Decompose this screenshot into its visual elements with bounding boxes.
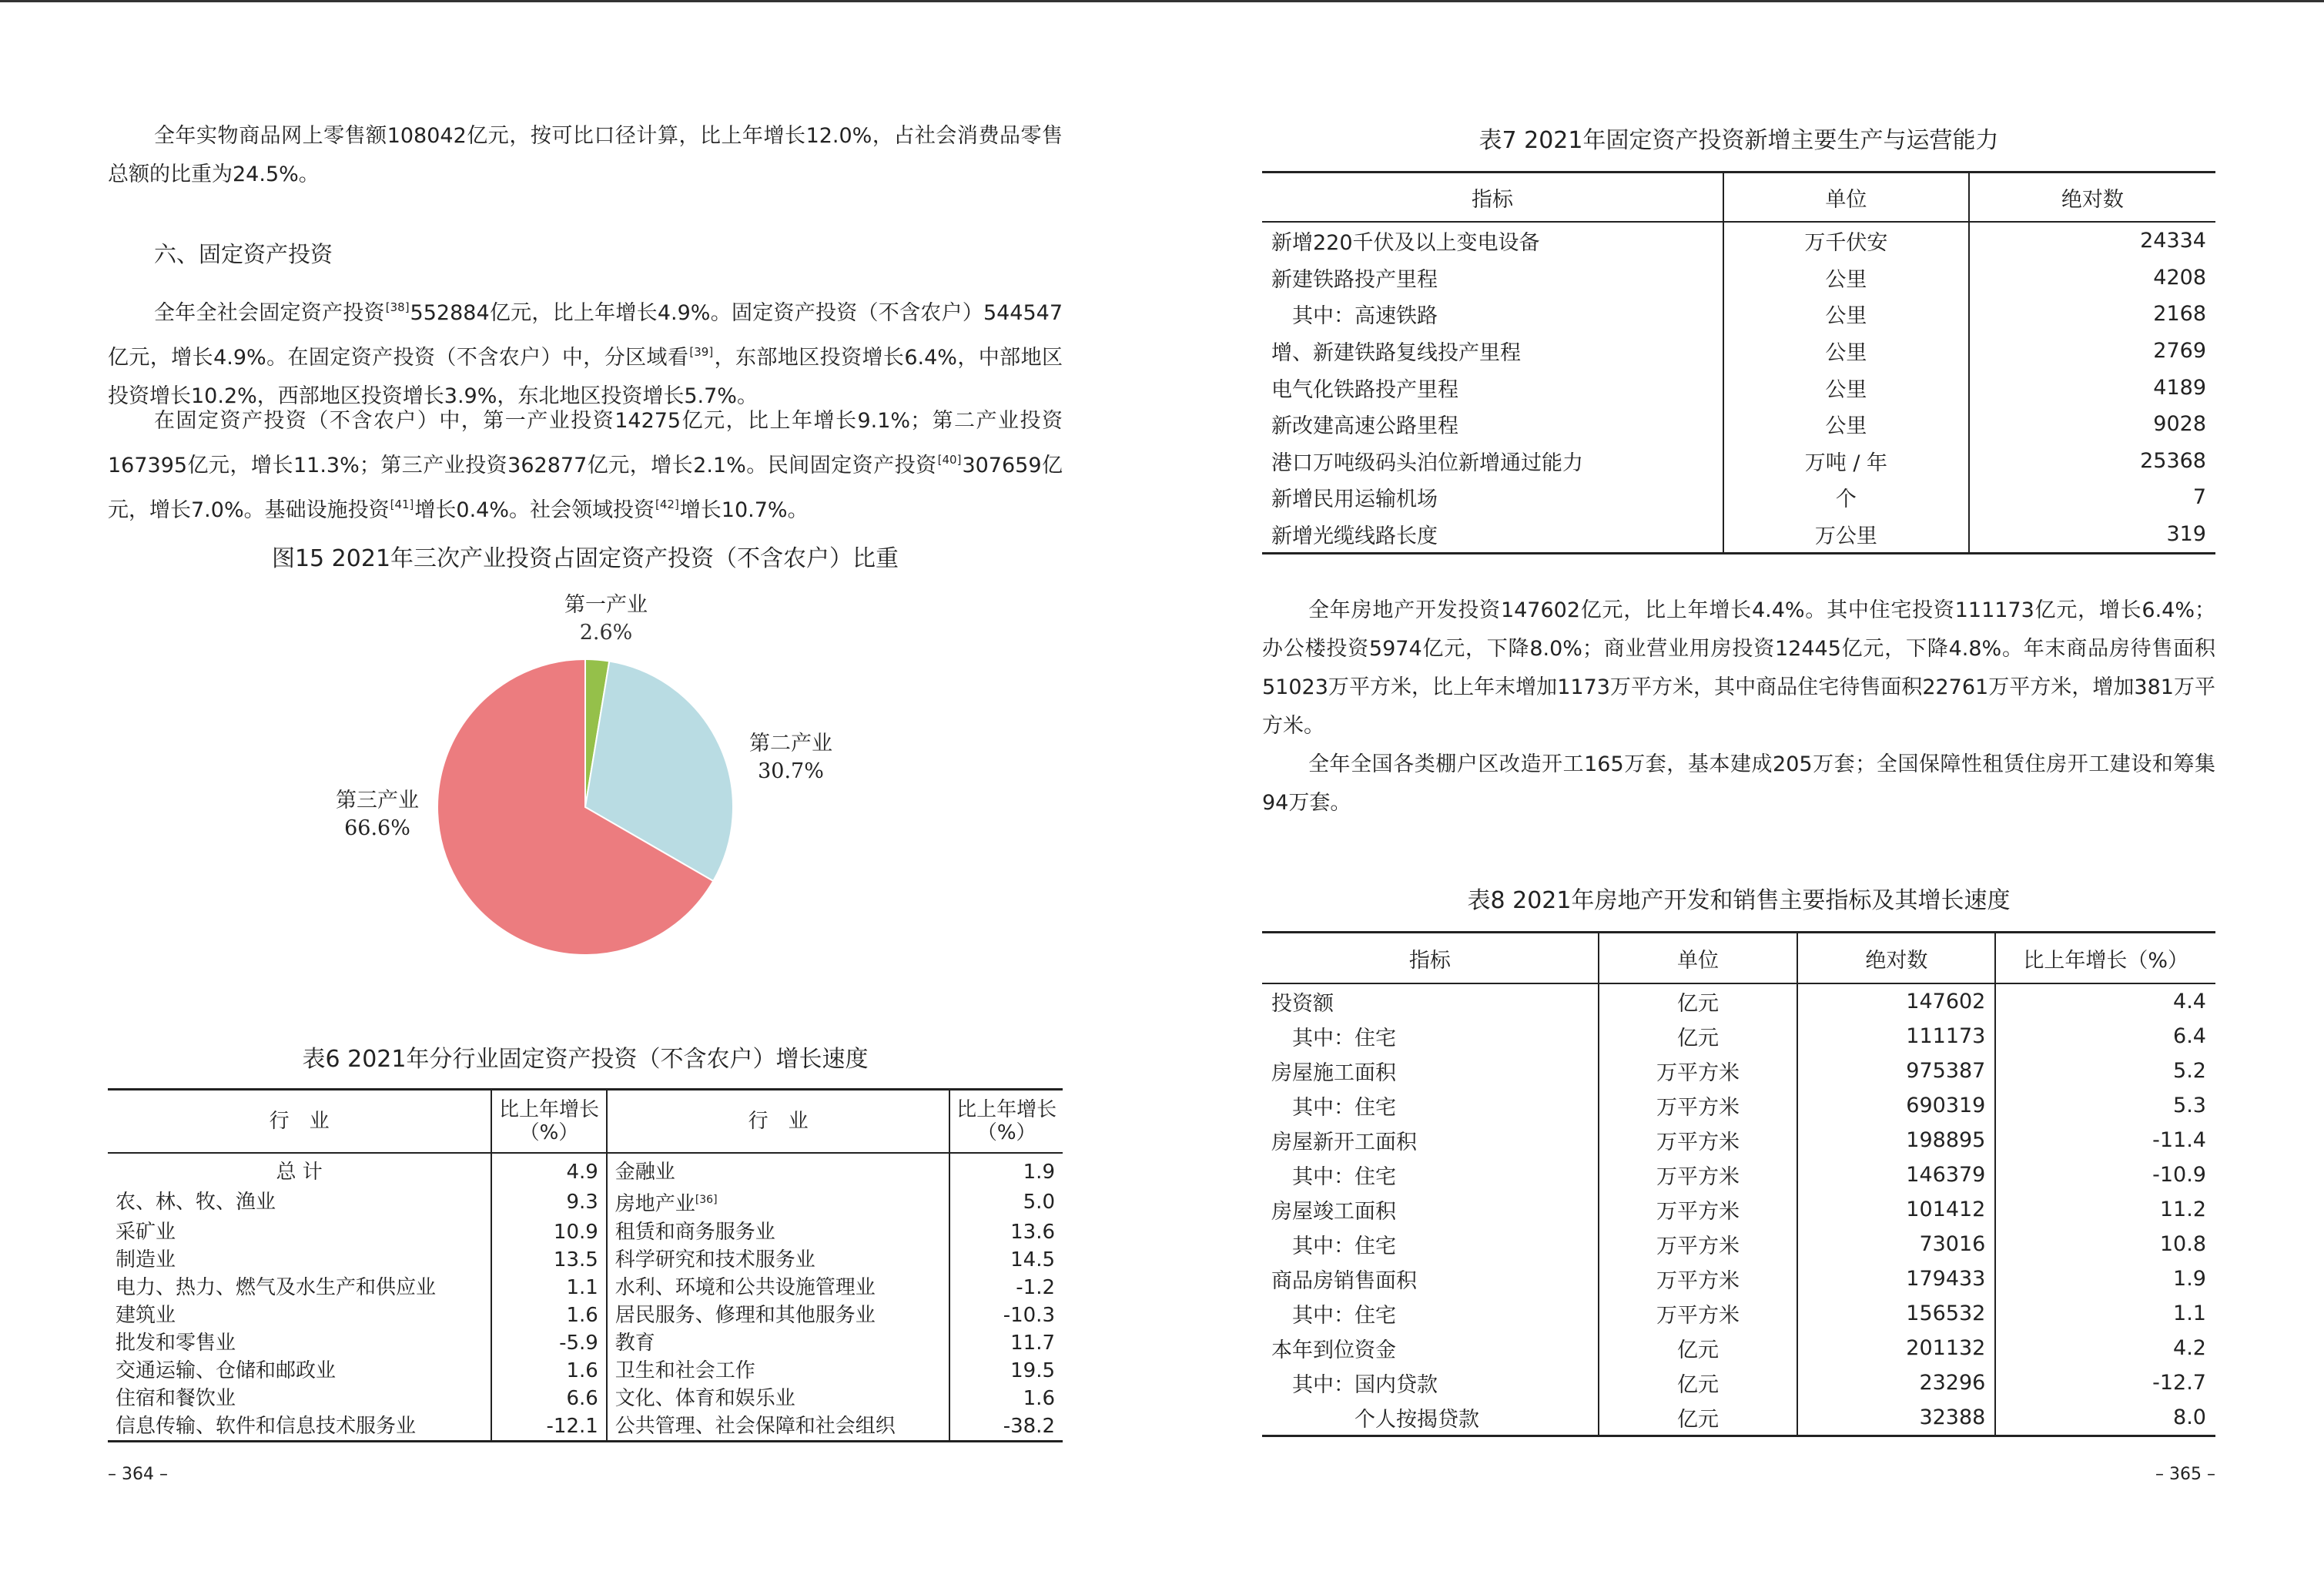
unit-cell: 公里: [1723, 260, 1969, 296]
growth-cell: 13.6: [1010, 1220, 1055, 1244]
absolute-cell: 975387: [1797, 1054, 1995, 1088]
industry-cell: 批发和零售业: [108, 1329, 491, 1357]
header-growth-2: 比上年增长（%）: [949, 1090, 1063, 1154]
growth-cell: -10.3: [1003, 1303, 1055, 1327]
indicator-cell: 房屋新开工面积: [1262, 1123, 1599, 1157]
text-segment: 307659亿元，增长7.0%。基础设施投资: [108, 454, 1063, 522]
figure-caption: 图15 2021年三次产业投资占固定资产投资（不含农户）比重: [271, 545, 899, 572]
table-row: [1262, 983, 2215, 1019]
industry-name: 水利、环境和公共设施管理业: [614, 1275, 876, 1299]
industry-name: 卫生和社会工作: [614, 1359, 755, 1382]
absolute-cell: 201132: [1797, 1331, 1995, 1365]
industry-cell: [607, 1153, 950, 1186]
paragraph-housing: 全年全国各类棚户区改造开工165万套，基本建成205万套；全国保障性租赁住房开工建设和筹集94万套。: [1262, 752, 2215, 815]
indicator-cell: 港口万吨级码头泊位新增通过能力: [1262, 443, 1723, 480]
growth-cell: 8.0: [2173, 1405, 2206, 1429]
text-segment: 在固定资产投资（不含农户）中，第一产业投资14275亿元，比上年增长9.1%；第二产业投资167395亿元，增长11.3%；第三产业投资362877亿元，增长2.1%。民间固定资产投资: [108, 409, 1063, 477]
growth-cell: 19.5: [1010, 1359, 1055, 1382]
absolute-cell: 147602: [1797, 983, 1995, 1019]
table-row: [1262, 1192, 2215, 1227]
growth-cell: 1.9: [2173, 1267, 2206, 1291]
indicator-cell: 房屋施工面积: [1262, 1054, 1599, 1088]
industry-cell: 总 计: [108, 1153, 491, 1186]
table8-body: [1262, 983, 2215, 1436]
table-row: [108, 1186, 1063, 1218]
growth-cell: 4.9: [491, 1153, 607, 1186]
absolute-cell: 690319: [1797, 1088, 1995, 1123]
absolute-cell: 179433: [1797, 1261, 1995, 1296]
industry-name: 租赁和商务服务业: [614, 1220, 775, 1244]
indicator-cell: 增、新建铁路复线投产里程: [1262, 333, 1723, 370]
table-row: [1262, 1157, 2215, 1192]
page-number: – 364 –: [108, 1465, 168, 1484]
footnote-ref[interactable]: [42]: [655, 498, 679, 511]
unit-cell: 万吨 / 年: [1723, 443, 1969, 480]
paragraph-fixed-investment: [108, 288, 1063, 416]
unit-cell: 万平方米: [1599, 1054, 1798, 1088]
table-row: [1262, 406, 2215, 443]
unit-cell: 个: [1723, 479, 1969, 516]
table-header-row: [108, 1090, 1063, 1154]
footnote-ref[interactable]: [39]: [689, 345, 714, 359]
table-row: [108, 1357, 1063, 1385]
absolute-cell: 25368: [2140, 448, 2206, 473]
industry-name: 科学研究和技术服务业: [614, 1248, 815, 1271]
indicator-cell: 新增民用运输机场: [1262, 479, 1723, 516]
unit-cell: 公里: [1723, 333, 1969, 370]
indicator-cell: 其中：住宅: [1262, 1296, 1599, 1331]
pie-label-value: 2.6%: [579, 621, 633, 645]
growth-cell: 4.4: [2173, 990, 2206, 1013]
table-row: [1262, 222, 2215, 260]
text-segment: 552884亿元，比上年增长4.9%。固定资产投资（不含农户）544547亿元，增长4.9%。在固定资产投资（不含农户）中，分区域看: [108, 301, 1063, 370]
table-row: [108, 1153, 1063, 1186]
growth-cell: 13.5: [491, 1246, 607, 1274]
table-header-row: [1262, 933, 2215, 984]
table8-caption: 表8 2021年房地产开发和销售主要指标及其增长速度: [1467, 887, 2011, 914]
indicator-cell: 其中：住宅: [1262, 1088, 1599, 1123]
growth-cell: 11.7: [1010, 1331, 1055, 1355]
growth-cell: -38.2: [1003, 1414, 1055, 1438]
industry-cell: [607, 1218, 950, 1246]
indicator-cell: 其中：住宅: [1262, 1019, 1599, 1054]
growth-cell: 10.9: [491, 1218, 607, 1246]
industry-cell: [607, 1246, 950, 1274]
indicator-cell: 新建铁路投产里程: [1262, 260, 1723, 296]
new-capacity-table: [1262, 171, 2215, 554]
table-row: [1262, 1400, 2215, 1436]
industry-name: 金融业: [614, 1161, 675, 1184]
industry-cell: 建筑业: [108, 1302, 491, 1329]
industry-cell: 住宿和餐饮业: [108, 1385, 491, 1412]
header-industry-2: 行 业: [607, 1090, 950, 1154]
table-row: [1262, 1088, 2215, 1123]
growth-cell: 1.6: [1023, 1386, 1055, 1410]
paragraph-real-estate: 全年房地产开发投资147602亿元，比上年增长4.4%。其中住宅投资111173亿元，增长6.4%；办公楼投资5974亿元，下降8.0%；商业营业用房投资12445亿元，下降4.8%。年末商品房待售面积51023万平方米，比上年末增加1173万平方米，其中商品住宅待售面积22761万平方米，增加381万平方米。: [1262, 598, 2215, 738]
indicator-cell: 新增220千伏及以上变电设备: [1262, 222, 1723, 260]
growth-cell: 6.6: [491, 1385, 607, 1412]
growth-cell: 5.3: [2173, 1094, 2206, 1117]
pie-label-name: 第二产业: [749, 732, 832, 755]
pie-label-name: 第一产业: [564, 593, 648, 617]
unit-cell: 万平方米: [1599, 1227, 1798, 1261]
growth-cell: 10.8: [2159, 1232, 2206, 1256]
absolute-cell: 156532: [1797, 1296, 1995, 1331]
growth-cell: 14.5: [1010, 1248, 1055, 1271]
footnote-ref[interactable]: [38]: [385, 300, 410, 314]
indicator-cell: 投资额: [1262, 983, 1599, 1019]
industry-name: 教育: [614, 1331, 655, 1355]
growth-cell: 5.0: [1023, 1190, 1055, 1214]
growth-cell: 6.4: [2173, 1024, 2206, 1048]
industry-name: 公共管理、社会保障和社会组织: [614, 1414, 896, 1438]
absolute-cell: 4189: [2153, 375, 2206, 400]
text-segment: 增长10.7%。: [679, 498, 809, 522]
pie-slices: [437, 659, 733, 955]
indicator-cell: 新增光缆线路长度: [1262, 516, 1723, 554]
header-absolute: 绝对数: [1797, 933, 1995, 984]
table-row: [1262, 443, 2215, 480]
industry-cell: 交通运输、仓储和邮政业: [108, 1357, 491, 1385]
table-row: [1262, 260, 2215, 296]
industry-cell: [607, 1329, 950, 1357]
table-row: [108, 1329, 1063, 1357]
industry-cell: 制造业: [108, 1246, 491, 1274]
unit-cell: 公里: [1723, 369, 1969, 406]
pie-label-secondary: [733, 730, 849, 786]
growth-cell: 1.6: [491, 1357, 607, 1385]
table-row: [1262, 479, 2215, 516]
unit-cell: 亿元: [1599, 1019, 1798, 1054]
growth-cell: -12.7: [2152, 1371, 2206, 1395]
table-row: [1262, 1227, 2215, 1261]
text-segment: 增长0.4%。社会领域投资: [414, 498, 655, 522]
unit-cell: 万平方米: [1599, 1192, 1798, 1227]
indicator-cell: 其中：住宅: [1262, 1227, 1599, 1261]
absolute-cell: 2769: [2153, 339, 2206, 363]
absolute-cell: 101412: [1797, 1192, 1995, 1227]
table-row: [1262, 1331, 2215, 1365]
header-growth: 比上年增长（%）: [1995, 933, 2215, 984]
indicator-cell: 其中：高速铁路: [1262, 296, 1723, 333]
growth-cell: 1.9: [1023, 1161, 1055, 1184]
absolute-cell: 319: [2166, 522, 2206, 547]
growth-cell: 1.1: [491, 1274, 607, 1302]
table-row: [1262, 1054, 2215, 1088]
unit-cell: 万平方米: [1599, 1261, 1798, 1296]
industry-cell: [607, 1274, 950, 1302]
industry-cell: [607, 1357, 950, 1385]
growth-cell: -11.4: [2152, 1128, 2206, 1152]
indicator-cell: 其中：国内贷款: [1262, 1365, 1599, 1400]
indicator-cell: 商品房销售面积: [1262, 1261, 1599, 1296]
absolute-cell: 4208: [2153, 265, 2206, 290]
section-heading: 六、固定资产投资: [154, 241, 333, 267]
absolute-cell: 7: [2192, 485, 2206, 510]
unit-cell: 公里: [1723, 296, 1969, 333]
unit-cell: 亿元: [1599, 1400, 1798, 1436]
indicator-cell: 房屋竣工面积: [1262, 1192, 1599, 1227]
header-indicator: 指标: [1262, 173, 1723, 223]
growth-cell: 1.6: [491, 1302, 607, 1329]
unit-cell: 万平方米: [1599, 1157, 1798, 1192]
absolute-cell: 24334: [2140, 229, 2206, 253]
industry-cell: [607, 1186, 950, 1218]
table6-caption: 表6 2021年分行业固定资产投资（不含农户）增长速度: [302, 1046, 869, 1073]
table7-body: [1262, 222, 2215, 554]
growth-cell: -10.9: [2152, 1163, 2206, 1187]
header-unit: 单位: [1723, 173, 1969, 223]
pie-label-name: 第三产业: [336, 789, 419, 812]
absolute-cell: 111173: [1797, 1019, 1995, 1054]
absolute-cell: 198895: [1797, 1123, 1995, 1157]
absolute-cell: 32388: [1797, 1400, 1995, 1436]
table-row: [108, 1412, 1063, 1442]
industry-name: 房地产业: [614, 1192, 695, 1216]
table-row: [1262, 1365, 2215, 1400]
table-header-row: [1262, 173, 2215, 223]
table-row: [1262, 1019, 2215, 1054]
table-row: [1262, 369, 2215, 406]
table-row: [1262, 1123, 2215, 1157]
table-row: [108, 1218, 1063, 1246]
industry-cell: 采矿业: [108, 1218, 491, 1246]
paragraph-online-retail: 全年实物商品网上零售额108042亿元，按可比口径计算，比上年增长12.0%，占社会消费品零售总额的比重为24.5%。: [108, 124, 1063, 186]
industry-name: 居民服务、修理和其他服务业: [614, 1303, 876, 1327]
pie-label-value: 66.6%: [344, 816, 410, 840]
footnote-ref[interactable]: [40]: [937, 453, 962, 467]
table-row: [108, 1385, 1063, 1412]
absolute-cell: 23296: [1797, 1365, 1995, 1400]
real-estate-table: [1262, 931, 2215, 1437]
growth-cell: 5.2: [2173, 1059, 2206, 1083]
indicator-cell: 个人按揭贷款: [1262, 1400, 1599, 1436]
pie-label-primary: [548, 591, 664, 647]
growth-cell: 9.3: [491, 1186, 607, 1218]
unit-cell: 万公里: [1723, 516, 1969, 554]
table-row: [1262, 1261, 2215, 1296]
unit-cell: 亿元: [1599, 1331, 1798, 1365]
industry-cell: 电力、热力、燃气及水生产和供应业: [108, 1274, 491, 1302]
header-indicator: 指标: [1262, 933, 1599, 984]
table-row: [1262, 296, 2215, 333]
unit-cell: 公里: [1723, 406, 1969, 443]
table-row: [108, 1246, 1063, 1274]
pie-chart: [431, 653, 739, 961]
header-industry: 行 业: [108, 1090, 491, 1154]
growth-cell: -5.9: [491, 1329, 607, 1357]
industry-cell: [607, 1385, 950, 1412]
text-segment: ，东部地区投资增长6.4%，中部地区投资增长10.2%，西部地区投资增长3.9%，东北地区投资增长5.7%。: [108, 346, 1063, 408]
pie-label-value: 30.7%: [758, 759, 824, 783]
indicator-cell: 其中：住宅: [1262, 1157, 1599, 1192]
right-page: [1162, 0, 2324, 1588]
absolute-cell: 73016: [1797, 1227, 1995, 1261]
table-row: [1262, 516, 2215, 554]
text-segment: 全年全社会固定资产投资: [154, 301, 385, 325]
footnote-ref[interactable]: [36]: [695, 1194, 718, 1206]
header-unit: 单位: [1599, 933, 1798, 984]
industry-cell: [607, 1412, 950, 1442]
indicator-cell: 电气化铁路投产里程: [1262, 369, 1723, 406]
table6-body: [108, 1153, 1063, 1441]
unit-cell: 万平方米: [1599, 1123, 1798, 1157]
header-growth: 比上年增长（%）: [491, 1090, 607, 1154]
industry-cell: [607, 1302, 950, 1329]
table-row: [1262, 333, 2215, 370]
pie-label-tertiary: [320, 787, 435, 843]
growth-cell: 4.2: [2173, 1336, 2206, 1360]
unit-cell: 亿元: [1599, 983, 1798, 1019]
unit-cell: 亿元: [1599, 1365, 1798, 1400]
industry-cell: 农、林、牧、渔业: [108, 1186, 491, 1218]
absolute-cell: 2168: [2153, 302, 2206, 327]
table-row: [108, 1302, 1063, 1329]
page-number: – 365 –: [2155, 1465, 2215, 1484]
indicator-cell: 本年到位资金: [1262, 1331, 1599, 1365]
absolute-cell: 9028: [2153, 412, 2206, 437]
table-row: [1262, 1296, 2215, 1331]
paragraph-industry-investment: [108, 402, 1063, 530]
growth-cell: 1.1: [2173, 1302, 2206, 1325]
table-row: [108, 1274, 1063, 1302]
footnote-ref[interactable]: [41]: [390, 498, 414, 511]
table7-caption: 表7 2021年固定资产投资新增主要生产与运营能力: [1478, 127, 1999, 154]
industry-cell: 信息传输、软件和信息技术服务业: [108, 1412, 491, 1442]
growth-cell: 11.2: [2159, 1198, 2206, 1221]
industry-name: 文化、体育和娱乐业: [614, 1386, 795, 1410]
growth-cell: -12.1: [491, 1412, 607, 1442]
header-absolute: 绝对数: [1969, 173, 2215, 223]
absolute-cell: 146379: [1797, 1157, 1995, 1192]
growth-cell: -1.2: [1016, 1275, 1055, 1299]
industry-growth-table: [108, 1088, 1063, 1442]
unit-cell: 万平方米: [1599, 1088, 1798, 1123]
unit-cell: 万千伏安: [1723, 222, 1969, 260]
unit-cell: 万平方米: [1599, 1296, 1798, 1331]
indicator-cell: 新改建高速公路里程: [1262, 406, 1723, 443]
